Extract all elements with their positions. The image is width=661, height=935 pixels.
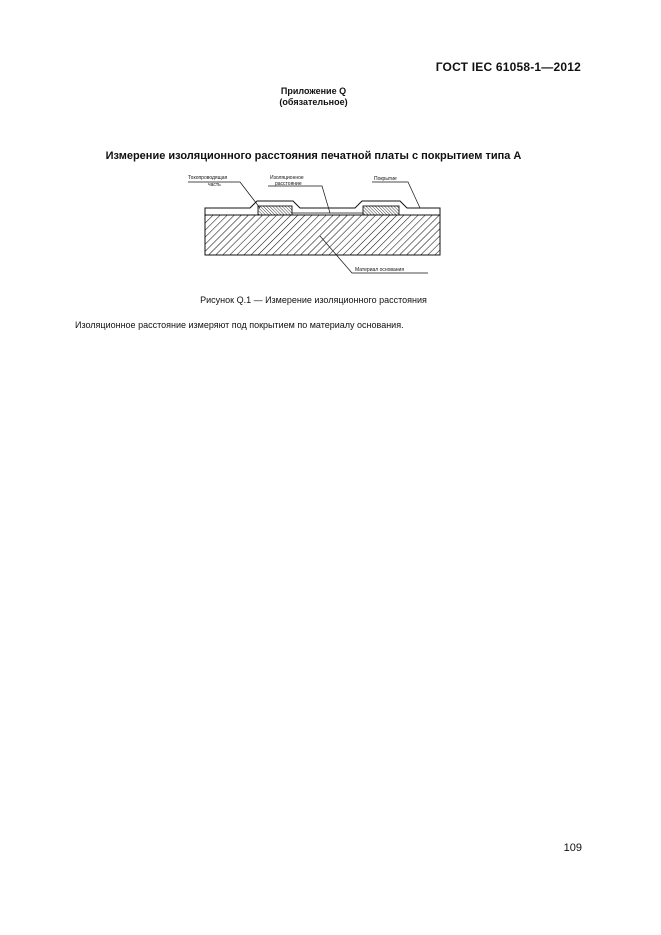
conductor-left xyxy=(258,206,292,215)
base-material xyxy=(205,215,440,255)
annex-status: (обязательное) xyxy=(279,97,348,107)
label-clearance-line1: Изоляционное xyxy=(270,175,304,181)
page-number: 109 xyxy=(563,842,582,854)
label-coating: Покрытие xyxy=(374,176,397,182)
annex-title-block xyxy=(0,86,627,108)
label-live-part-line1: Токопроводящая xyxy=(188,175,228,181)
body-paragraph: Изоляционное расстояние измеряют под покрытием по материалу основания. xyxy=(75,320,404,330)
figure-caption: Рисунок Q.1 — Измерение изоляционного расстояния xyxy=(200,295,427,305)
section-heading: Измерение изоляционного расстояния печатной платы с покрытием типа А xyxy=(105,150,522,162)
standard-number: ГОСТ IEC 61058-1—2012 xyxy=(435,60,581,74)
pcb-cross-section-diagram xyxy=(180,170,460,285)
label-base-material: Материал основания xyxy=(355,267,405,273)
annex-title: Приложение Q xyxy=(280,86,347,96)
label-clearance-line2: расстояние xyxy=(275,181,302,187)
figure-q1 xyxy=(180,170,460,285)
conductor-right xyxy=(363,206,399,215)
label-live-part-line2: часть xyxy=(208,182,221,188)
